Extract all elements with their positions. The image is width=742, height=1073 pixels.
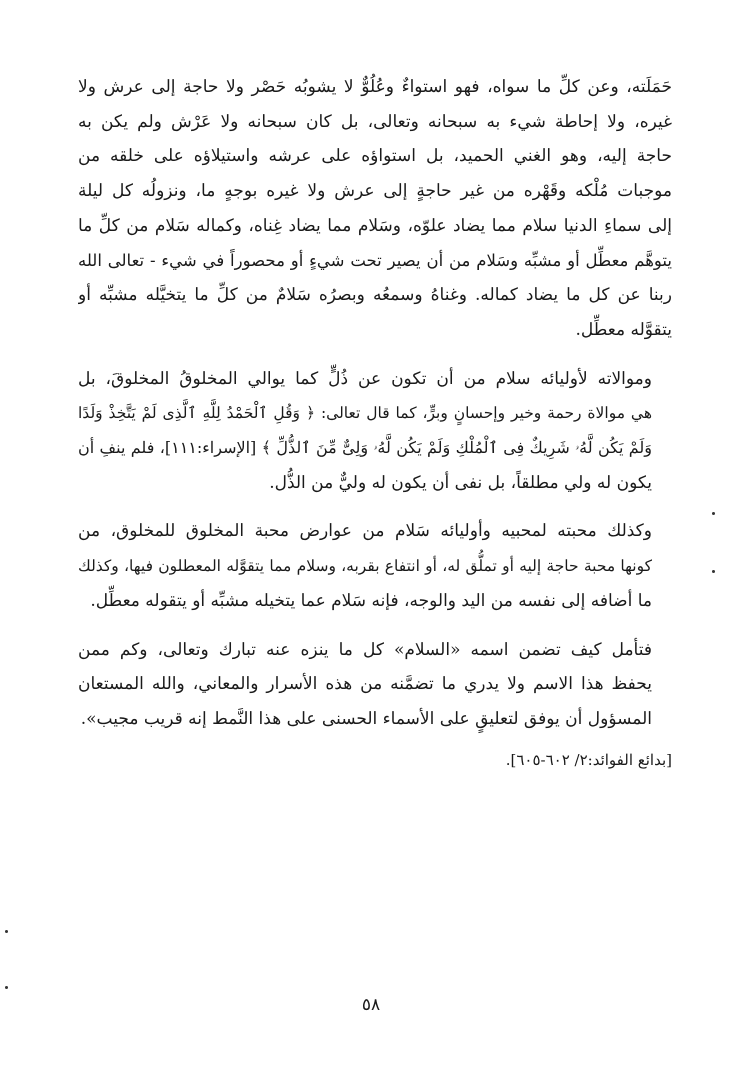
page-body bbox=[78, 70, 672, 773]
scan-dot bbox=[5, 930, 8, 933]
text-line: ربنا عن كل ما يضاد كماله. وغناهُ وسمعُه وبصرُه سَلامٌ من كلِّ ما يتخيَّله مشبِّه أو bbox=[78, 285, 672, 306]
text-line: غيره، ولا إحاطة شيء به سبحانه وتعالى، بل كان سبحانه ولا عَرْش ولم يكن به bbox=[78, 111, 672, 132]
scan-dot bbox=[5, 986, 8, 989]
paragraph-1 bbox=[78, 70, 672, 348]
source-citation: [بدائع الفوائد:٢/ ٦٠٢-٦٠٥]. bbox=[505, 750, 672, 769]
text-line: حَمَلَته، وعن كلِّ ما سواه، فهو استواءٌ وعُلُوٌّ لا يشوبُه حَصْر ولا حاجة إلى عرش ولا bbox=[78, 77, 672, 97]
paragraph-3 bbox=[78, 514, 672, 618]
page-number: ٥٨ bbox=[361, 995, 381, 1015]
text-line: إلى سماءِ الدنيا سلام مما يضاد علوّه، وسَلام مما يضاد غِناه، وكماله سَلام من كلِّ ما bbox=[78, 215, 672, 236]
text-line: يحفظ هذا الاسم ولا يدري ما تضمَّنه من هذه الأسرار والمعاني، والله المستعان bbox=[78, 674, 652, 695]
text-line: فتأمل كيف تضمن اسمه «السلام» كل ما ينزه عنه تبارك وتعالى، وكم ممن bbox=[78, 639, 652, 660]
text-line: يكون له ولي مطلقاً، بل نفى أن يكون له وليٌّ من الذُّل. bbox=[269, 472, 652, 493]
text-line: يتقوَّله معطِّل. bbox=[575, 319, 672, 340]
text-line: يتوهَّم معطِّل أو مشبِّه وسَلام من أن يصير تحت شيءٍ أو محصوراً في شيء - تعالى الله bbox=[78, 250, 672, 270]
scan-dot bbox=[712, 570, 715, 573]
paragraph-4 bbox=[78, 633, 672, 737]
paragraph-2 bbox=[78, 362, 672, 501]
text-line: هي موالاة رحمة وخير وإحسانٍ وبرٍّ، كما قال تعالى: ﴿ وَقُلِ ٱلْحَمْدُ لِلَّهِ ٱلَّذِى لَمْ يَتَّخِذْ وَلَدًا bbox=[78, 404, 652, 423]
text-line: وَلَمْ يَكُن لَّهُۥ شَرِيكٌ فِى ٱلْمُلْكِ وَلَمْ يَكُن لَّهُۥ وَلِىٌّ مِّنَ ٱلذُّلِّ ﴾ [الإسراء:١١١]، فلم ينفِ أن bbox=[78, 438, 653, 458]
text-line: المسؤول أن يوفق لتعليقٍ على الأسماء الحسنى على هذا النَّمط إنه قريب مجيب». bbox=[80, 708, 652, 729]
text-line: كونها محبة حاجة إليه أو تملُّق له، أو انتفاع بقربه، وسلام مما يتقوَّله المعطلون فيها، وكذلك bbox=[78, 557, 652, 576]
text-line: حاجة إليه، وهو الغني الحميد، بل استواؤه على عرشه واستيلاؤه على خلقه من bbox=[78, 146, 672, 167]
text-line: وموالاته لأوليائه سلام من أن تكون عن ذُلٍّ كما يوالي المخلوقُ المخلوقَ، بل bbox=[78, 368, 652, 389]
text-line: موجبات مُلْكه وقَهْره من غير حاجةٍ إلى عرش ولا غيره بوجهٍ ما، ونزولُه كل ليلة bbox=[78, 181, 672, 202]
scan-dot bbox=[712, 512, 715, 515]
text-line: ما أضافه إلى نفسه من اليد والوجه، فإنه سَلام عما يتخيله مشبِّه أو يتقوله معطِّل. bbox=[90, 590, 652, 611]
text-line: وكذلك محبته لمحبيه وأوليائه سَلام من عوارض محبة المخلوق للمخلوق، من bbox=[78, 521, 652, 542]
